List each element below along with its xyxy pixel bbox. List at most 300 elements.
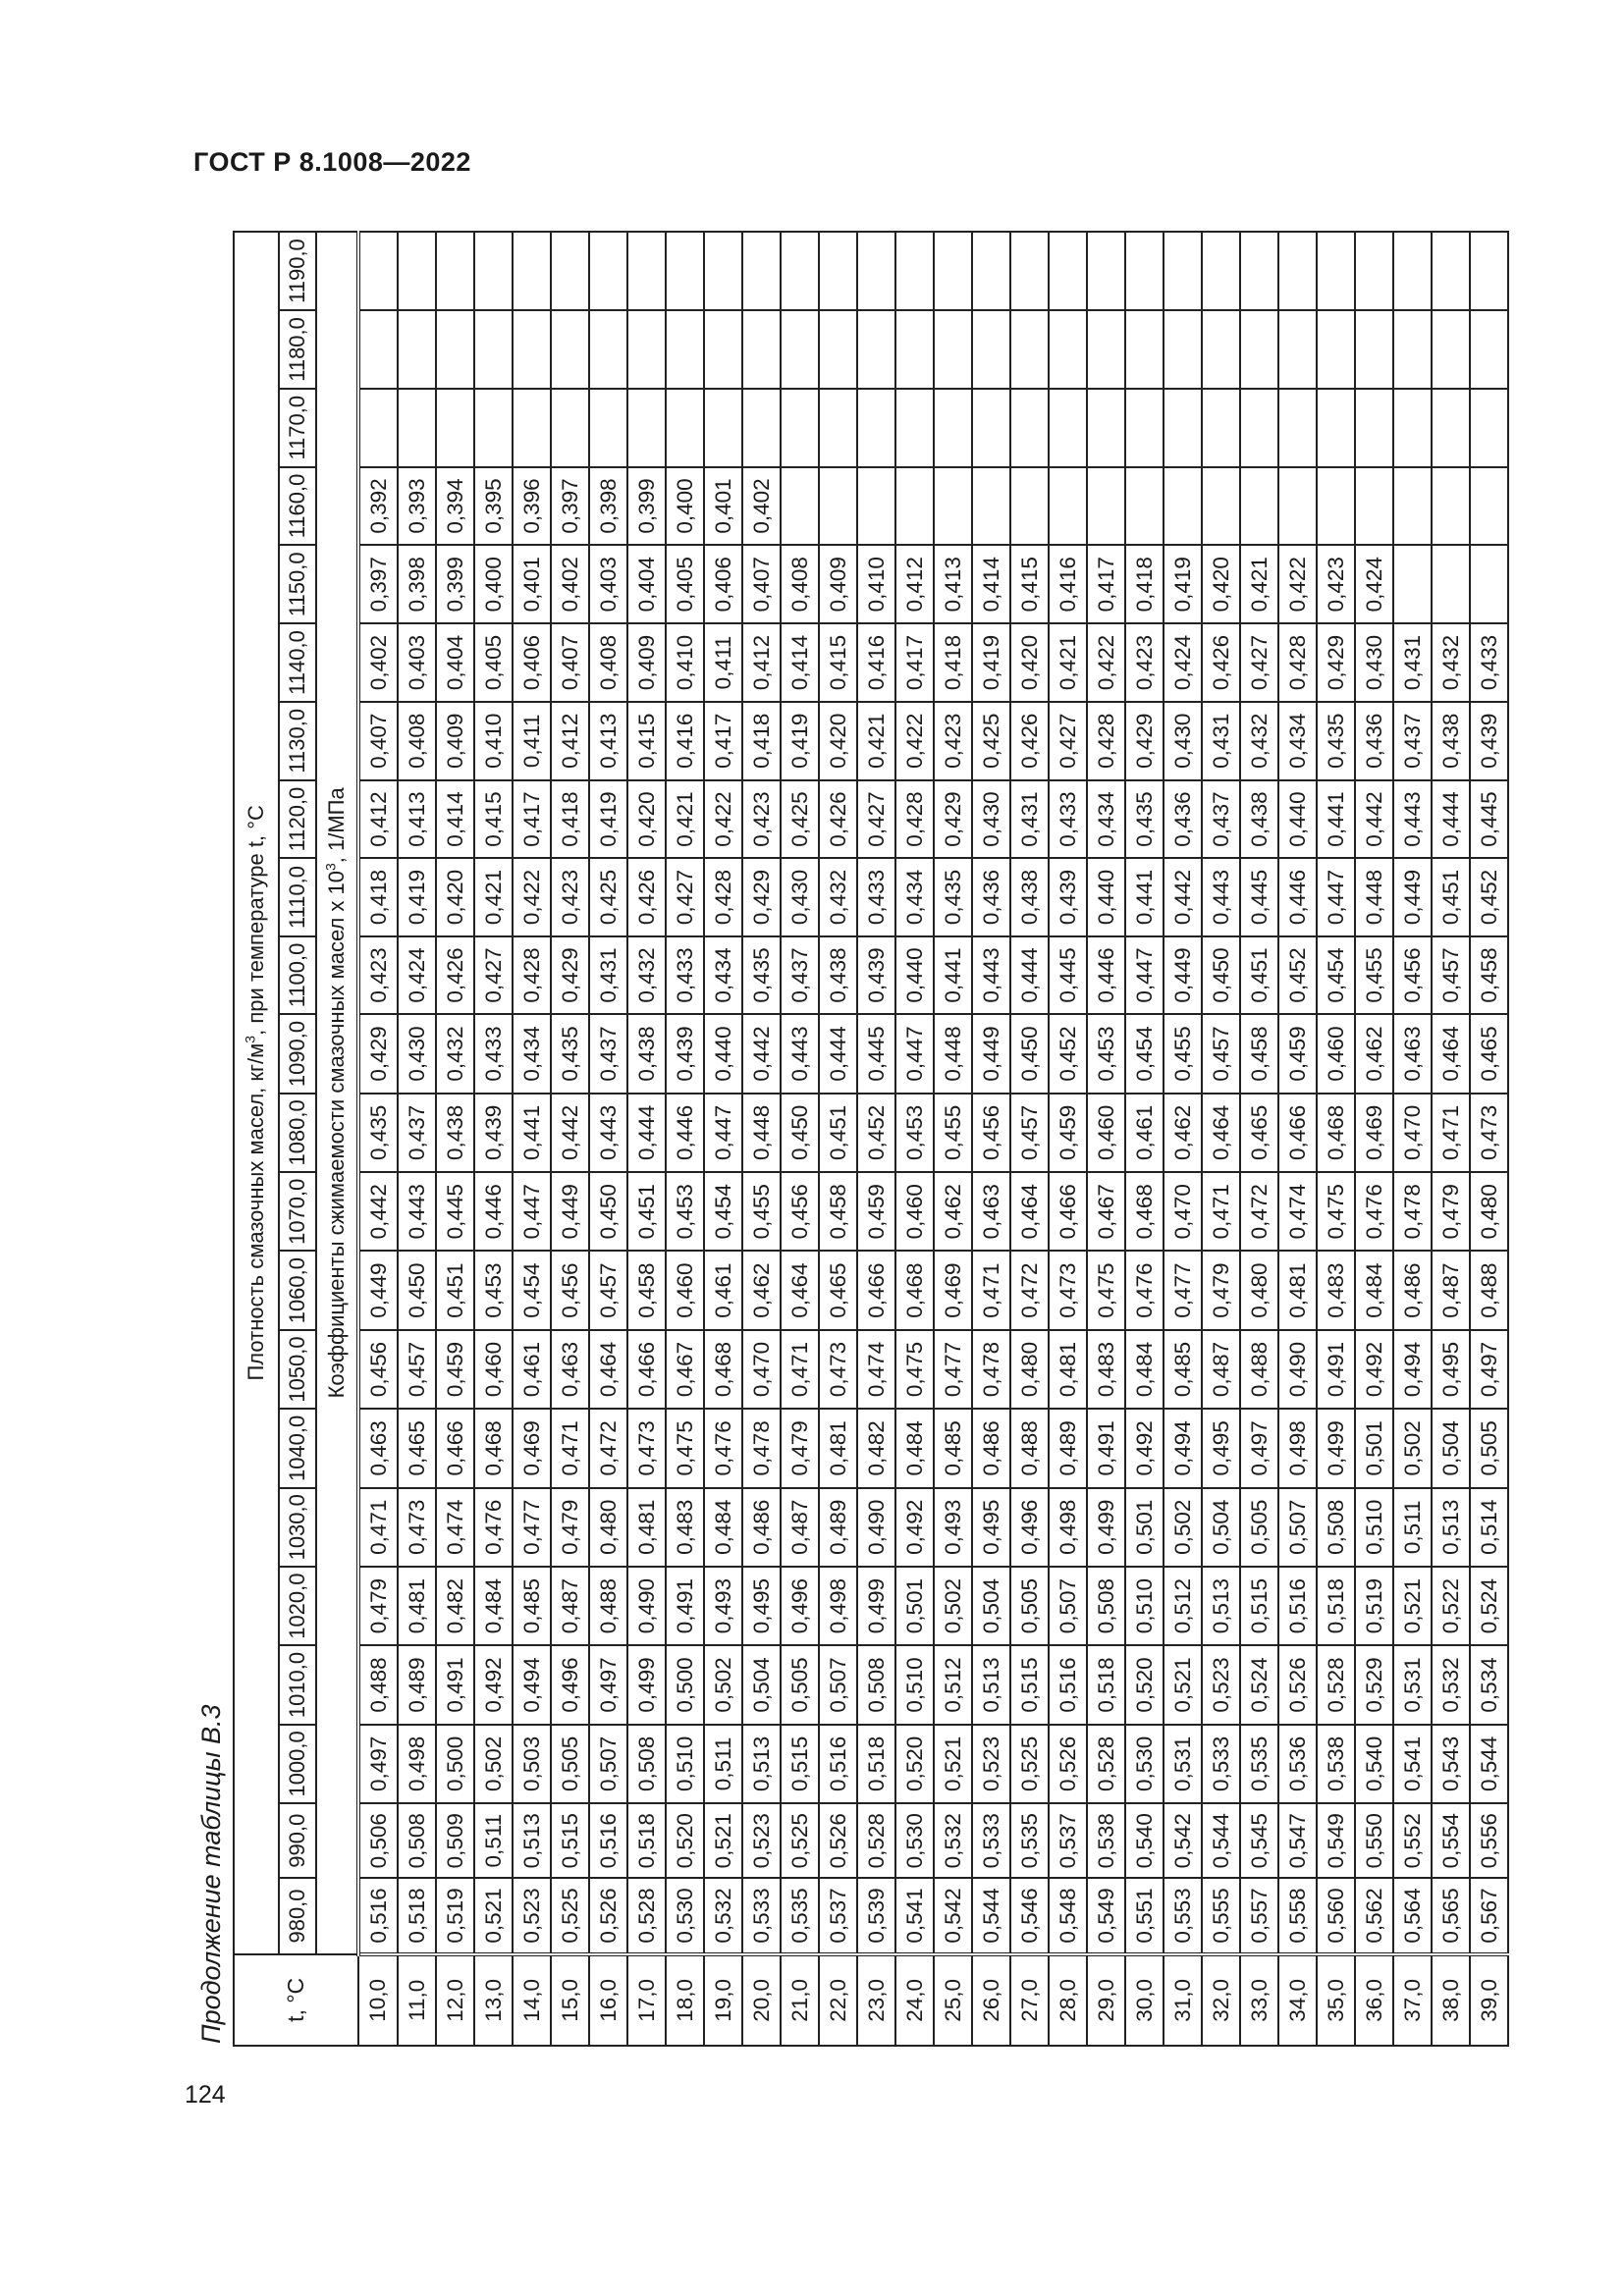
coefficient-cell <box>1393 545 1432 623</box>
coefficient-cell: 0,455 <box>934 1094 972 1172</box>
coefficient-cell: 0,509 <box>436 1803 474 1878</box>
coefficient-cell: 0,447 <box>1317 858 1355 935</box>
coefficient-cell: 0,452 <box>1470 858 1508 935</box>
temperature-cell: 38,0 <box>1432 1954 1470 2046</box>
coefficient-cell: 0,419 <box>589 780 627 859</box>
coefficient-cell: 0,515 <box>551 1803 589 1878</box>
coefficient-cell: 0,474 <box>436 1488 474 1567</box>
coefficient-cell: 0,516 <box>589 1803 627 1878</box>
coefficient-cell: 0,455 <box>742 1172 781 1251</box>
density-column-header: 1190,0 <box>279 232 316 310</box>
coefficient-cell <box>398 232 436 310</box>
coefficient-cell: 0,476 <box>1355 1172 1393 1251</box>
coefficient-cell: 0,424 <box>1164 623 1202 702</box>
coefficient-cell <box>781 389 819 467</box>
coefficient-cell <box>742 310 781 389</box>
coefficient-cell: 0,438 <box>1240 780 1278 859</box>
coefficient-cell: 0,468 <box>895 1251 934 1329</box>
coefficient-cell <box>857 232 895 310</box>
coefficient-cell: 0,536 <box>1278 1725 1317 1803</box>
coefficient-cell <box>934 389 972 467</box>
coefficient-cell: 0,516 <box>358 1878 398 1953</box>
density-column-header: 1010,0 <box>279 1645 316 1724</box>
coefficient-cell: 0,511 <box>704 1725 742 1803</box>
coefficient-cell: 0,432 <box>819 858 857 935</box>
coefficient-cell: 0,481 <box>627 1488 666 1567</box>
coefficient-cell: 0,426 <box>1010 702 1049 780</box>
coefficient-cell <box>1240 310 1278 389</box>
coefficient-cell: 0,520 <box>895 1725 934 1803</box>
coefficient-cell: 0,411 <box>513 702 551 780</box>
table-row <box>1087 232 1125 2046</box>
coefficient-cell: 0,502 <box>1393 1409 1432 1487</box>
coefficient-cell: 0,478 <box>742 1409 781 1487</box>
coefficient-cell: 0,535 <box>1240 1725 1278 1803</box>
coefficient-cell: 0,523 <box>513 1878 551 1953</box>
coefficient-cell <box>1317 310 1355 389</box>
coefficient-cell: 0,414 <box>972 545 1010 623</box>
coefficient-cell: 0,471 <box>551 1409 589 1487</box>
coefficient-cell <box>358 389 398 467</box>
coefficient-cell <box>589 310 627 389</box>
coefficient-cell <box>1432 389 1470 467</box>
coefficient-cell: 0,416 <box>857 623 895 702</box>
coefficient-cell: 0,477 <box>1164 1251 1202 1329</box>
coefficient-cell <box>704 389 742 467</box>
table-row <box>1393 232 1432 2046</box>
coefficient-cell: 0,429 <box>358 1014 398 1093</box>
density-column-header: 1130,0 <box>279 702 316 780</box>
coefficient-cell: 0,479 <box>1202 1251 1240 1329</box>
coefficient-cell: 0,421 <box>474 858 513 935</box>
coefficient-cell <box>1278 310 1317 389</box>
coefficient-cell: 0,420 <box>436 858 474 935</box>
coefficient-cell: 0,435 <box>1317 702 1355 780</box>
coefficient-cell: 0,434 <box>513 1014 551 1093</box>
coefficient-cell: 0,508 <box>857 1645 895 1724</box>
coefficient-cell: 0,480 <box>589 1488 627 1567</box>
coefficient-cell <box>551 232 589 310</box>
compressibility-table <box>233 231 1509 2047</box>
coefficient-cell: 0,499 <box>1317 1409 1355 1487</box>
coefficient-cell: 0,446 <box>666 1094 704 1172</box>
coefficient-cell: 0,494 <box>513 1645 551 1724</box>
coefficient-cell: 0,526 <box>819 1803 857 1878</box>
coefficient-cell: 0,545 <box>1240 1803 1278 1878</box>
coefficient-cell: 0,469 <box>934 1251 972 1329</box>
coefficient-cell: 0,484 <box>704 1488 742 1567</box>
coefficient-cell: 0,468 <box>474 1409 513 1487</box>
coefficient-cell: 0,409 <box>819 545 857 623</box>
temperature-cell: 19,0 <box>704 1954 742 2046</box>
coefficient-cell <box>1202 310 1240 389</box>
coefficient-cell: 0,504 <box>972 1567 1010 1645</box>
coefficient-cell: 0,451 <box>1432 858 1470 935</box>
table-row <box>358 232 398 2046</box>
coefficient-cell: 0,460 <box>666 1251 704 1329</box>
coefficient-cell: 0,454 <box>704 1172 742 1251</box>
coefficient-cell: 0,513 <box>1202 1567 1240 1645</box>
temperature-cell: 24,0 <box>895 1954 934 2046</box>
coefficient-cell: 0,537 <box>1049 1803 1087 1878</box>
coefficient-cell: 0,500 <box>666 1645 704 1724</box>
coefficient-cell: 0,508 <box>627 1725 666 1803</box>
coefficient-cell: 0,413 <box>589 702 627 780</box>
coefficient-cell <box>1202 232 1240 310</box>
coefficient-cell: 0,432 <box>1432 623 1470 702</box>
coefficient-cell: 0,423 <box>358 936 398 1015</box>
coefficient-cell: 0,415 <box>819 623 857 702</box>
coefficient-cell <box>1087 232 1125 310</box>
coefficient-cell: 0,443 <box>781 1014 819 1093</box>
coefficient-cell <box>1355 232 1393 310</box>
coefficient-cell: 0,487 <box>551 1567 589 1645</box>
coefficient-cell: 0,439 <box>474 1094 513 1172</box>
coefficient-cell: 0,427 <box>666 858 704 935</box>
coefficient-cell: 0,488 <box>358 1645 398 1724</box>
coefficient-cell: 0,428 <box>704 858 742 935</box>
coefficient-cell: 0,510 <box>666 1725 704 1803</box>
coefficient-cell: 0,471 <box>781 1330 819 1409</box>
coefficient-cell: 0,413 <box>398 780 436 859</box>
coefficient-cell: 0,497 <box>1470 1330 1508 1409</box>
coefficient-cell: 0,405 <box>474 623 513 702</box>
coefficient-cell: 0,505 <box>551 1725 589 1803</box>
coefficient-cell: 0,419 <box>398 858 436 935</box>
coefficient-cell: 0,400 <box>474 545 513 623</box>
coefficient-cell: 0,450 <box>589 1172 627 1251</box>
coefficient-cell: 0,499 <box>857 1567 895 1645</box>
coefficient-cell: 0,428 <box>1278 623 1317 702</box>
coefficient-cell: 0,425 <box>781 780 819 859</box>
coefficient-cell: 0,454 <box>1125 1014 1164 1093</box>
temperature-cell: 17,0 <box>627 1954 666 2046</box>
coefficient-cell <box>781 467 819 546</box>
coefficient-cell <box>934 232 972 310</box>
temperature-cell: 16,0 <box>589 1954 627 2046</box>
temperature-cell: 31,0 <box>1164 1954 1202 2046</box>
density-column-header: 1080,0 <box>279 1094 316 1172</box>
coefficient-cell: 0,455 <box>1355 936 1393 1015</box>
coefficient-cell: 0,502 <box>704 1645 742 1724</box>
coefficient-cell: 0,554 <box>1432 1803 1470 1878</box>
coefficient-cell: 0,393 <box>398 467 436 546</box>
coefficient-cell: 0,549 <box>1087 1878 1125 1953</box>
coefficient-cell: 0,401 <box>513 545 551 623</box>
coefficient-cell: 0,433 <box>1049 780 1087 859</box>
density-column-header: 1090,0 <box>279 1014 316 1093</box>
coefficient-cell <box>704 232 742 310</box>
coefficient-cell: 0,415 <box>1010 545 1049 623</box>
coefficient-cell: 0,475 <box>1317 1172 1355 1251</box>
coefficient-cell: 0,474 <box>857 1330 895 1409</box>
coefficient-cell: 0,415 <box>627 702 666 780</box>
coef-header-prefix: Коэффициенты сжимаемости смазочных масел x 10 <box>324 871 349 1399</box>
coefficient-cell <box>972 232 1010 310</box>
coefficient-cell: 0,452 <box>1278 936 1317 1015</box>
coefficient-cell: 0,524 <box>1470 1567 1508 1645</box>
temperature-cell: 18,0 <box>666 1954 704 2046</box>
coefficient-cell: 0,548 <box>1049 1878 1087 1953</box>
coefficient-cell: 0,444 <box>627 1094 666 1172</box>
coefficient-cell: 0,430 <box>1355 623 1393 702</box>
coefficient-cell: 0,495 <box>742 1567 781 1645</box>
coefficient-cell: 0,434 <box>704 936 742 1015</box>
coefficient-cell <box>1010 232 1049 310</box>
coefficient-cell <box>1049 467 1087 546</box>
coefficient-cell: 0,494 <box>1164 1409 1202 1487</box>
coefficient-cell: 0,440 <box>704 1014 742 1093</box>
coefficient-cell: 0,470 <box>1164 1172 1202 1251</box>
coefficient-cell: 0,402 <box>358 623 398 702</box>
coefficient-cell: 0,443 <box>1202 858 1240 935</box>
coefficient-cell: 0,422 <box>1278 545 1317 623</box>
coefficient-cell: 0,460 <box>474 1330 513 1409</box>
coefficient-cell: 0,508 <box>1087 1567 1125 1645</box>
coefficient-cell: 0,429 <box>742 858 781 935</box>
rotated-table-block <box>189 231 1525 2047</box>
coefficient-cell: 0,505 <box>1240 1488 1278 1567</box>
coefficient-cell: 0,429 <box>1125 702 1164 780</box>
coefficient-cell <box>1432 467 1470 546</box>
coefficient-cell: 0,441 <box>1317 780 1355 859</box>
coefficient-cell: 0,428 <box>895 780 934 859</box>
coefficient-cell: 0,458 <box>627 1251 666 1329</box>
coefficient-cell: 0,459 <box>1049 1094 1087 1172</box>
coefficient-cell: 0,475 <box>666 1409 704 1487</box>
temperature-header-label: t, °C <box>283 1977 308 2022</box>
density-header-prefix: Плотность смазочных масел, кг/м <box>244 1042 268 1381</box>
coefficient-cell: 0,465 <box>398 1409 436 1487</box>
coefficient-cell: 0,516 <box>819 1725 857 1803</box>
coefficient-cell: 0,421 <box>1049 623 1087 702</box>
coefficient-cell: 0,486 <box>1393 1251 1432 1329</box>
coefficient-cell <box>589 232 627 310</box>
coefficient-cell: 0,496 <box>781 1567 819 1645</box>
coefficient-cell: 0,463 <box>972 1172 1010 1251</box>
coefficient-cell: 0,459 <box>1278 1014 1317 1093</box>
coefficient-cell: 0,440 <box>895 936 934 1015</box>
coefficient-cell: 0,515 <box>1240 1567 1278 1645</box>
density-column-header: 1060,0 <box>279 1251 316 1329</box>
coefficient-cell: 0,421 <box>1240 545 1278 623</box>
coefficient-cell: 0,479 <box>781 1409 819 1487</box>
coefficient-cell: 0,456 <box>358 1330 398 1409</box>
coefficient-cell: 0,426 <box>627 858 666 935</box>
coefficient-cell: 0,392 <box>358 467 398 546</box>
coefficient-cell: 0,467 <box>666 1330 704 1409</box>
coefficient-cell: 0,430 <box>1164 702 1202 780</box>
coefficient-cell: 0,547 <box>1278 1803 1317 1878</box>
coefficient-cell <box>627 232 666 310</box>
coefficient-cell: 0,504 <box>1202 1488 1240 1567</box>
coefficient-cell: 0,518 <box>857 1725 895 1803</box>
coefficient-cell: 0,473 <box>1049 1251 1087 1329</box>
temperature-column-header <box>234 1954 358 2046</box>
coefficient-cell: 0,470 <box>742 1330 781 1409</box>
coefficient-cell: 0,398 <box>398 545 436 623</box>
coefficient-cell: 0,492 <box>1125 1409 1164 1487</box>
coefficient-cell <box>1393 467 1432 546</box>
coefficient-cell: 0,434 <box>895 858 934 935</box>
coefficient-cell <box>857 310 895 389</box>
density-column-header: 990,0 <box>279 1803 316 1878</box>
coefficient-cell <box>1087 467 1125 546</box>
coefficient-cell: 0,510 <box>1125 1567 1164 1645</box>
coefficient-cell <box>1470 467 1508 546</box>
coefficient-cell: 0,449 <box>1164 936 1202 1015</box>
coefficient-cell: 0,516 <box>1049 1645 1087 1724</box>
coefficient-cell: 0,460 <box>1317 1014 1355 1093</box>
coefficient-cell: 0,499 <box>1087 1488 1125 1567</box>
coefficient-cell: 0,506 <box>358 1803 398 1878</box>
coefficient-cell: 0,546 <box>1010 1878 1049 1953</box>
coefficient-cell: 0,513 <box>513 1803 551 1878</box>
coefficient-cell: 0,472 <box>1240 1172 1278 1251</box>
coefficient-cell: 0,460 <box>895 1172 934 1251</box>
coefficient-cell: 0,555 <box>1202 1878 1240 1953</box>
coefficient-cell: 0,436 <box>1355 702 1393 780</box>
coefficient-cell: 0,531 <box>1393 1645 1432 1724</box>
coef-header-sup: 3 <box>322 863 339 872</box>
coefficient-cell: 0,427 <box>857 780 895 859</box>
coefficient-cell: 0,492 <box>1355 1330 1393 1409</box>
coefficient-cell: 0,416 <box>666 702 704 780</box>
coefficient-cell: 0,521 <box>704 1803 742 1878</box>
temperature-cell: 37,0 <box>1393 1954 1432 2046</box>
coefficient-cell <box>1010 310 1049 389</box>
coefficient-cell: 0,423 <box>1125 623 1164 702</box>
coefficient-cell: 0,438 <box>627 1014 666 1093</box>
density-column-header: 1140,0 <box>279 623 316 702</box>
coefficient-cell: 0,411 <box>704 623 742 702</box>
coefficient-cell: 0,413 <box>934 545 972 623</box>
coefficient-cell <box>513 389 551 467</box>
coefficient-cell: 0,434 <box>1278 702 1317 780</box>
coefficient-cell: 0,463 <box>1393 1014 1432 1093</box>
coefficient-cell: 0,395 <box>474 467 513 546</box>
coefficient-cell <box>666 389 704 467</box>
temperature-cell: 15,0 <box>551 1954 589 2046</box>
coefficient-cell <box>1049 310 1087 389</box>
coefficient-cell: 0,414 <box>781 623 819 702</box>
coefficient-cell: 0,487 <box>1202 1330 1240 1409</box>
coefficient-cell: 0,443 <box>398 1172 436 1251</box>
coefficient-cell: 0,521 <box>1164 1645 1202 1724</box>
coefficient-cell: 0,432 <box>627 936 666 1015</box>
density-column-header: 1100,0 <box>279 936 316 1015</box>
coefficient-cell <box>666 232 704 310</box>
coefficient-cell: 0,463 <box>551 1330 589 1409</box>
coefficient-cell <box>972 310 1010 389</box>
temperature-cell: 22,0 <box>819 1954 857 2046</box>
coefficient-cell: 0,435 <box>1125 780 1164 859</box>
coefficient-cell: 0,490 <box>1278 1330 1317 1409</box>
coefficient-cell: 0,501 <box>895 1567 934 1645</box>
coefficient-cell: 0,479 <box>551 1488 589 1567</box>
coefficient-cell: 0,493 <box>934 1488 972 1567</box>
coefficient-cell: 0,516 <box>1278 1567 1317 1645</box>
coefficient-cell: 0,495 <box>1432 1330 1470 1409</box>
coefficient-cell: 0,394 <box>436 467 474 546</box>
temperature-cell: 39,0 <box>1470 1954 1508 2046</box>
coefficient-cell: 0,437 <box>1202 780 1240 859</box>
coefficient-cell: 0,530 <box>666 1878 704 1953</box>
coefficient-cell: 0,423 <box>934 702 972 780</box>
coefficient-cell: 0,402 <box>551 545 589 623</box>
coefficient-cell: 0,518 <box>1317 1567 1355 1645</box>
coefficient-cell <box>742 389 781 467</box>
table-row <box>1432 232 1470 2046</box>
coefficient-cell: 0,521 <box>474 1878 513 1953</box>
coefficient-cell: 0,397 <box>551 467 589 546</box>
temperature-cell: 33,0 <box>1240 1954 1278 2046</box>
table-row <box>513 232 551 2046</box>
coefficient-cell: 0,445 <box>1470 780 1508 859</box>
table-row <box>666 232 704 2046</box>
coefficient-cell: 0,475 <box>1087 1251 1125 1329</box>
coefficient-cell <box>1317 467 1355 546</box>
coefficient-cell: 0,535 <box>1010 1803 1049 1878</box>
coefficient-cell: 0,489 <box>398 1645 436 1724</box>
coefficient-cell: 0,406 <box>513 623 551 702</box>
coefficient-cell: 0,442 <box>1164 858 1202 935</box>
table-row <box>1278 232 1317 2046</box>
coefficient-cell <box>1470 310 1508 389</box>
coefficient-cell <box>819 310 857 389</box>
coefficient-cell: 0,481 <box>819 1409 857 1487</box>
coefficient-cell <box>627 389 666 467</box>
density-column-header: 1020,0 <box>279 1567 316 1645</box>
coefficient-cell: 0,484 <box>474 1567 513 1645</box>
coefficient-cell: 0,553 <box>1164 1878 1202 1953</box>
coefficient-cell: 0,441 <box>934 936 972 1015</box>
coefficient-cell: 0,495 <box>972 1488 1010 1567</box>
coefficient-cell: 0,489 <box>1049 1409 1087 1487</box>
coefficient-cell: 0,468 <box>704 1330 742 1409</box>
coefficient-cell: 0,471 <box>972 1251 1010 1329</box>
table-row <box>1164 232 1202 2046</box>
coefficient-cell: 0,560 <box>1317 1878 1355 1953</box>
coefficient-cell: 0,445 <box>1240 858 1278 935</box>
coefficient-cell: 0,423 <box>551 858 589 935</box>
coefficient-cell: 0,498 <box>398 1725 436 1803</box>
coefficient-cell <box>1470 545 1508 623</box>
coefficient-cell: 0,489 <box>819 1488 857 1567</box>
coefficient-cell: 0,469 <box>513 1409 551 1487</box>
coefficient-cell: 0,448 <box>1355 858 1393 935</box>
temperature-cell: 14,0 <box>513 1954 551 2046</box>
coefficient-cell: 0,431 <box>1202 702 1240 780</box>
coefficient-cell: 0,521 <box>934 1725 972 1803</box>
coefficient-cell <box>513 310 551 389</box>
coefficient-cell: 0,476 <box>1125 1251 1164 1329</box>
coefficient-cell: 0,435 <box>551 1014 589 1093</box>
coefficient-cell: 0,493 <box>704 1567 742 1645</box>
temperature-cell: 27,0 <box>1010 1954 1049 2046</box>
coefficient-cell: 0,528 <box>857 1803 895 1878</box>
coefficient-cell: 0,454 <box>1317 936 1355 1015</box>
coefficient-cell: 0,444 <box>1432 780 1470 859</box>
density-column-header: 1120,0 <box>279 780 316 859</box>
coefficient-cell: 0,439 <box>857 936 895 1015</box>
coefficient-cell: 0,507 <box>589 1725 627 1803</box>
coefficient-cell <box>819 467 857 546</box>
coefficient-cell: 0,495 <box>1202 1409 1240 1487</box>
temperature-cell: 30,0 <box>1125 1954 1164 2046</box>
coefficient-cell: 0,540 <box>1355 1725 1393 1803</box>
coefficient-cell: 0,564 <box>1393 1878 1432 1953</box>
